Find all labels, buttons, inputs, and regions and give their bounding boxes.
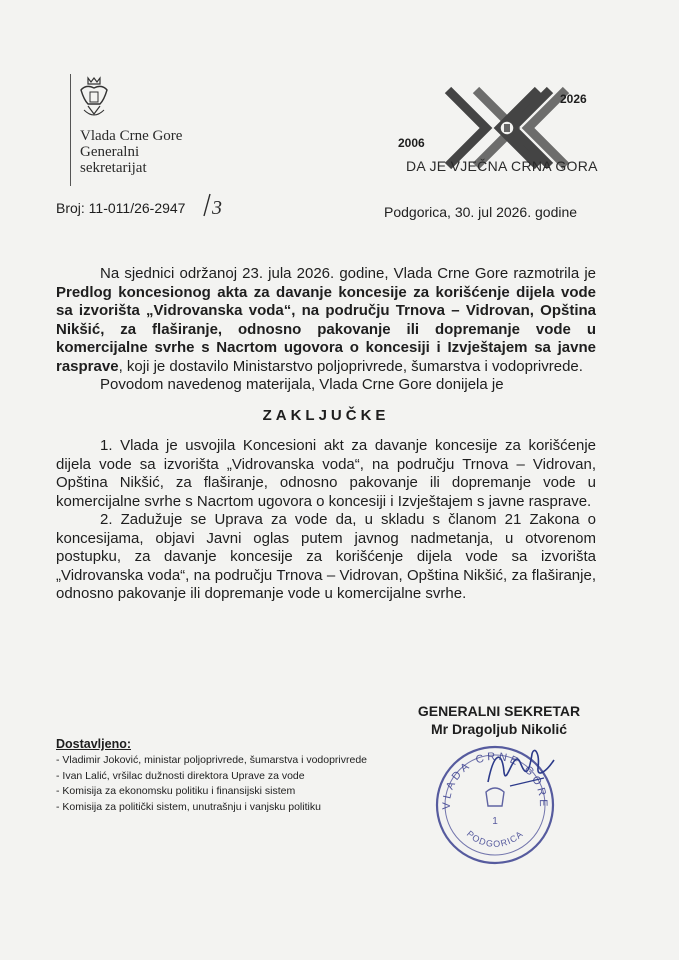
seal-text-top: VLADA CRNE GORE (440, 750, 550, 810)
signatory-block (394, 702, 604, 738)
issuer-line: Generalni (80, 144, 140, 160)
issuer-block (80, 128, 182, 176)
conclusion-1: 1. Vlada je usvojila Koncesioni akt za davanje koncesije za korišćenje dijela vode sa izvorišta „Vidrovanska voda“, na području Trnova – Vidrovan, Opština Nikšić, za flaširanje, odnosno pakovanje ili dopremanje vode u komercijalne svrhe s Nacrtom ugovora o koncesiji i Izvještajem s javne rasprave. (56, 437, 596, 510)
logo-year-end: 2026 (560, 92, 587, 106)
signatory-title: GENERALNI SEKRETAR (417, 703, 581, 719)
issuer-line: sekretarijat (80, 160, 147, 176)
distribution-list (56, 753, 367, 815)
seal-text-bottom: PODGORICA (464, 828, 526, 849)
list-item: - Vladimir Joković, ministar poljoprivrede, šumarstva i vodoprivrede (56, 754, 368, 766)
header-divider (70, 74, 71, 186)
handwritten-signature-icon (480, 742, 560, 792)
intro-text-end: , koji je dostavilo Ministarstvo poljoprivrede, šumarstva i vodoprivrede. (118, 357, 583, 375)
svg-text:PODGORICA (465, 829, 525, 849)
list-item: - Komisija za ekonomsku politiku i finansijski sistem (56, 785, 296, 797)
issuer-line: Vlada Crne Gore (80, 128, 183, 144)
document-number: Broj: 11-011/26-2947 (56, 200, 186, 216)
list-item: - Ivan Lalić, vršilac dužnosti direktora Uprave za vode (56, 769, 305, 782)
intro-paragraph (56, 265, 596, 376)
logo-year-start: 2006 (398, 136, 425, 150)
list-item: - Komisija za politički sistem, unutrašnju i vanjsku politiku (56, 800, 321, 813)
intro-subject: Predlog koncesionog akta za davanje koncesije za korišćenje dijela vode sa izvorišta „Vidrovanska voda“, na području Trnova – Vidrovan, Opština Nikšić, za flaširanje, odnosno pakovanje ili dopremanje vode u komercijalne svrhe s Nacrtom ugovora o koncesiji i Izvještajem sa javne rasprave (56, 283, 596, 375)
seal-number: 1 (492, 816, 498, 827)
signatory-name: Mr Dragoljub Nikolić (430, 721, 568, 737)
handwritten-number: 3 (212, 197, 222, 219)
document-date: Podgorica, 30. jul 2026. godine (384, 204, 578, 220)
handwritten-number-icon (200, 190, 230, 220)
logo-motto: DA JE VJEČNA CRNA GORA (406, 158, 598, 174)
conclusion-2: 2. Zadužuje se Uprava za vode da, u skladu s članom 21 Zakona o koncesijama, objavi Javni oglas putem javnog nadmetanja, u otvorenom postupku, za davanje koncesije za korišćenje dijela vode sa izvorišta „Vidrovanska voda“, na području Trnova – Vidrovan, Opština Nikšić, za flaširanje, odnosno pakovanje ili dopremanje vode u komercijalne svrhe. (56, 511, 596, 602)
montenegro-coat-of-arms-icon (78, 76, 110, 120)
document-body (56, 265, 596, 604)
intro-text: Na sjednici održanoj 23. jula 2026. godine, Vlada Crne Gore razmotrila je (100, 265, 596, 282)
conclusions-heading: ZAKLJUČKE (262, 406, 390, 424)
distribution-label: Dostavljeno: (56, 737, 132, 751)
preamble-paragraph: Povodom navedenog materijala, Vlada Crne Gore donijela je (100, 376, 504, 393)
